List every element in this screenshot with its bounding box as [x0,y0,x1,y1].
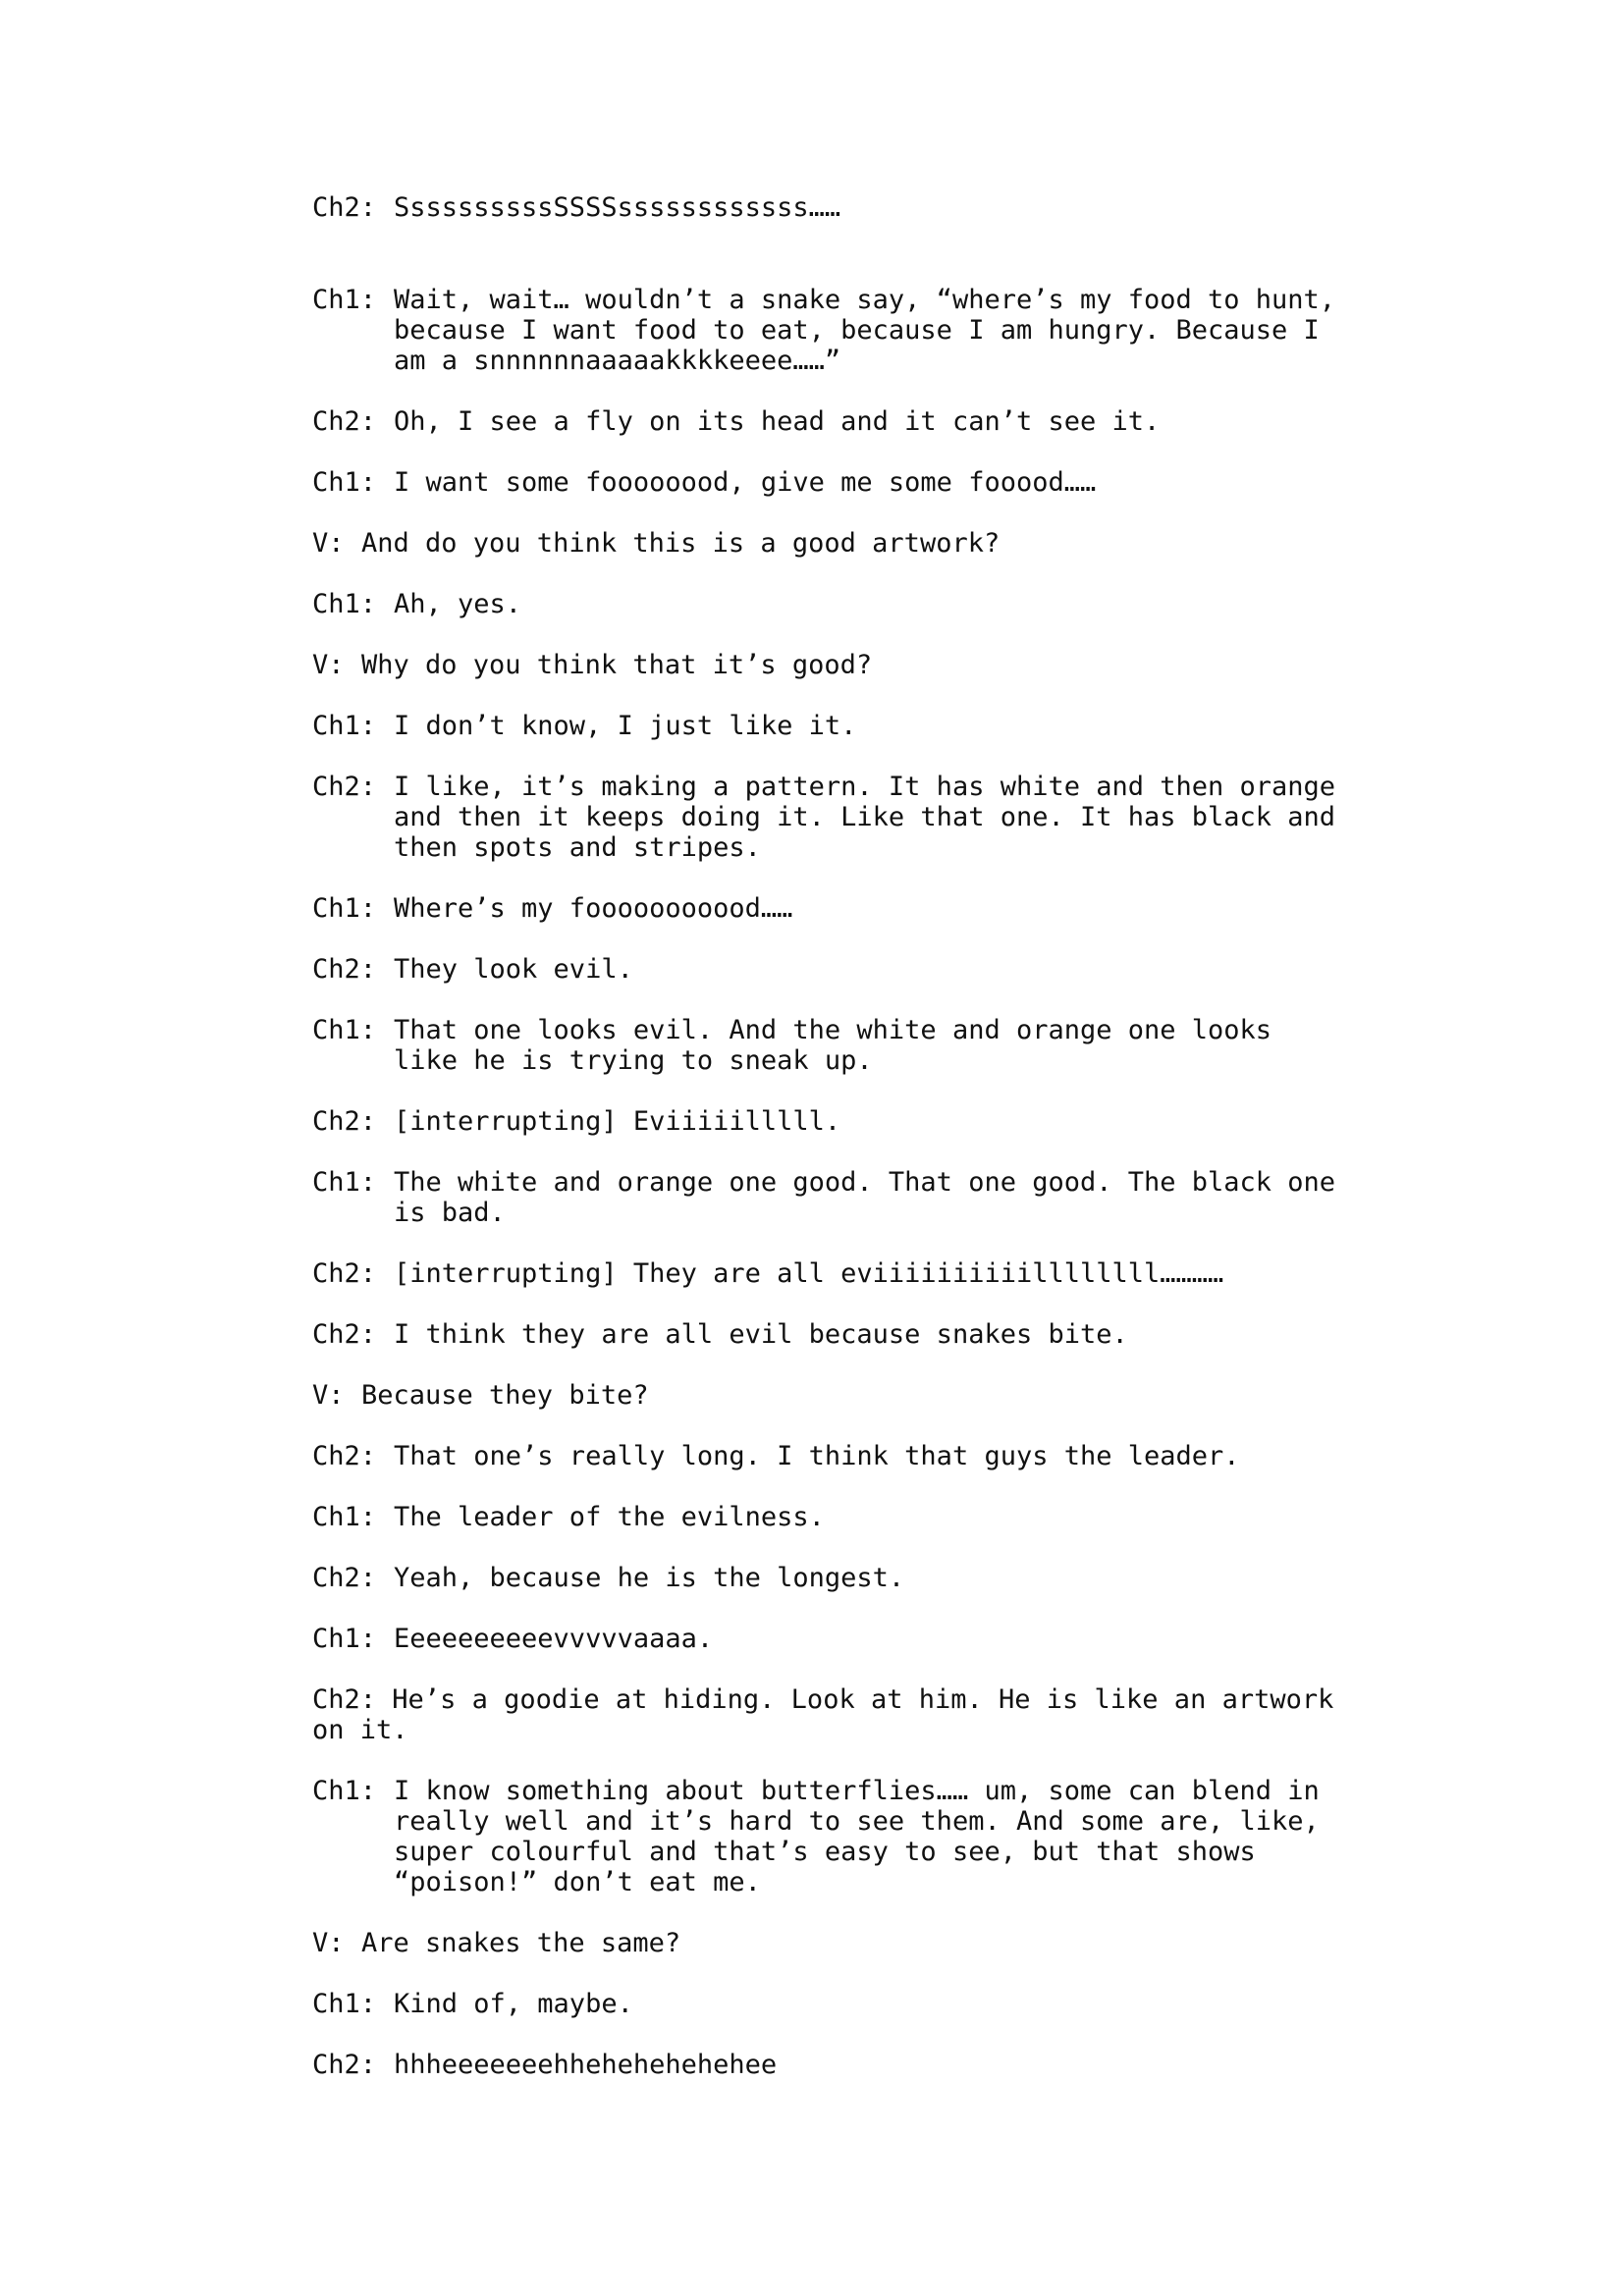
utterance-line: Yeah, because he is the longest. [394,1563,905,1593]
utterance-line: [interrupting] They are all eviiiiiiiiiillllllll………… [394,1258,1224,1289]
transcript-entry [312,406,1412,437]
speaker-label: V: [312,1928,345,1958]
utterance-line: Eeeeeeeeeevvvvvaaaa. [394,1624,714,1654]
speaker-label: Ch2: [312,406,377,437]
utterance-line: Oh, I see a fly on its head and it can’t see it. [394,406,1161,437]
utterance [361,1380,1412,1411]
transcript-entry [312,1441,1412,1471]
speaker-label: Ch2: [312,1684,377,1715]
utterance [394,893,1412,924]
utterance-line: I know something about butterflies…… um, some can blend in [394,1776,1320,1806]
utterance-line: SsssssssssSSSSssssssssssss…… [394,192,841,223]
transcript-entry [312,1167,1412,1228]
utterance [394,192,1412,223]
speaker-label: Ch2: [312,1106,377,1137]
transcript-entry [312,1258,1412,1289]
utterance-line: Why do you think that it’s good? [361,650,873,680]
utterance-line: Are snakes the same? [361,1928,681,1958]
utterance [394,1167,1412,1228]
transcript-entry [312,772,1412,863]
transcript-entry [312,893,1412,924]
utterance-line: I like, it’s making a pattern. It has white and then orange [394,772,1336,802]
utterance [394,589,1412,619]
transcript-entry [312,528,1412,559]
utterance-line: They look evil. [394,954,633,985]
utterance [361,528,1412,559]
utterance [394,711,1412,741]
transcript-entry [312,589,1412,619]
speaker-label: Ch2: [312,772,377,802]
speaker-label: Ch2: [312,2050,377,2080]
speaker-label: Ch2: [312,1258,377,1289]
utterance [394,1319,1412,1350]
transcript-entry [312,1319,1412,1350]
utterance [361,650,1412,680]
utterance-line: I want some foooooood, give me some fooood…… [394,467,1097,498]
transcript-entry [312,1563,1412,1593]
transcript-entry [312,1624,1412,1654]
utterance-line: That one’s really long. I think that guys the leader. [394,1441,1240,1471]
transcript-entry [312,1928,1412,1958]
speaker-label: Ch1: [312,711,377,741]
utterance [394,1015,1412,1076]
speaker-label: Ch2: [312,1319,377,1350]
utterance [394,285,1412,376]
utterance-line: The leader of the evilness. [394,1502,825,1532]
utterance [394,1106,1412,1137]
utterance-line: am a snnnnnnaaaaakkkkeeee……” [394,346,841,376]
speaker-label: Ch1: [312,1167,377,1198]
utterance [394,954,1412,985]
utterance-line: super colourful and that’s easy to see, but that shows [394,1837,1256,1867]
speaker-label: V: [312,528,345,559]
transcript-entry [312,1502,1412,1532]
transcript-entry [312,192,1412,223]
speaker-label: V: [312,1380,345,1411]
utterance-line: I think they are all evil because snakes bite. [394,1319,1128,1350]
transcript-entry [312,1015,1412,1076]
utterance-line: Where’s my fooooooooood…… [394,893,793,924]
speaker-label: Ch1: [312,589,377,619]
speaker-label: Ch1: [312,1624,377,1654]
utterance [394,406,1412,437]
speaker-label: Ch1: [312,1776,377,1806]
transcript-entry [312,2050,1412,2080]
utterance [394,1989,1412,2019]
utterance-line: “poison!” don’t eat me. [394,1867,761,1897]
transcript-entry [312,285,1412,376]
speaker-label: V: [312,650,345,680]
utterance-line: is bad. [394,1198,506,1228]
transcript-entry [312,1106,1412,1137]
utterance [394,772,1412,863]
speaker-label: Ch2: [312,954,377,985]
speaker-label: Ch1: [312,467,377,498]
utterance [361,1928,1412,1958]
transcript-entry [312,711,1412,741]
utterance-line: And do you think this is a good artwork? [361,528,1001,559]
utterance [394,2050,1412,2080]
transcript-entry [312,954,1412,985]
utterance-line: really well and it’s hard to see them. And some are, like, [394,1806,1320,1837]
speaker-label: Ch1: [312,285,377,315]
utterance [394,1563,1412,1593]
speaker-label: Ch2: [312,1563,377,1593]
utterance-line: That one looks evil. And the white and orange one looks [394,1015,1272,1045]
utterance-line: and then it keeps doing it. Like that one. It has black and [394,802,1336,832]
speaker-label: Ch1: [312,1502,377,1532]
utterance [394,467,1412,498]
transcript-page [312,192,1412,2110]
utterance-line: [interrupting] Eviiiiilllll. [394,1106,841,1137]
utterance-line: I don’t know, I just like it. [394,711,857,741]
transcript-entry [312,1776,1412,1897]
utterance-line: hhheeeeeeehhehehehehehee [394,2050,778,2080]
utterance-line: on it. [312,1715,408,1745]
transcript-entry [312,650,1412,680]
utterance [394,1502,1412,1532]
transcript-entry [312,467,1412,498]
utterance [394,1258,1412,1289]
transcript-entry [312,1380,1412,1411]
utterance-line: Wait, wait… wouldn’t a snake say, “where’s my food to hunt, [394,285,1336,315]
utterance-line: Because they bite? [361,1380,649,1411]
utterance-line: Ah, yes. [394,589,522,619]
utterance-line: Kind of, maybe. [394,1989,633,2019]
utterance-line: The white and orange one good. That one good. The black one [394,1167,1336,1198]
speaker-label: Ch1: [312,1989,377,2019]
utterance-line: then spots and stripes. [394,832,761,863]
utterance-line: because I want food to eat, because I am hungry. Because I [394,315,1320,346]
speaker-label: Ch1: [312,1015,377,1045]
utterance-line: like he is trying to sneak up. [394,1045,873,1076]
utterance-line: He’s a goodie at hiding. Look at him. He is like an artwork [392,1684,1334,1715]
utterance [394,1441,1412,1471]
speaker-label: Ch1: [312,893,377,924]
utterance [394,1624,1412,1654]
utterance [394,1776,1412,1897]
transcript-entry [312,1684,1412,1745]
transcript-entry [312,1989,1412,2019]
speaker-label: Ch2: [312,192,377,223]
speaker-label: Ch2: [312,1441,377,1471]
